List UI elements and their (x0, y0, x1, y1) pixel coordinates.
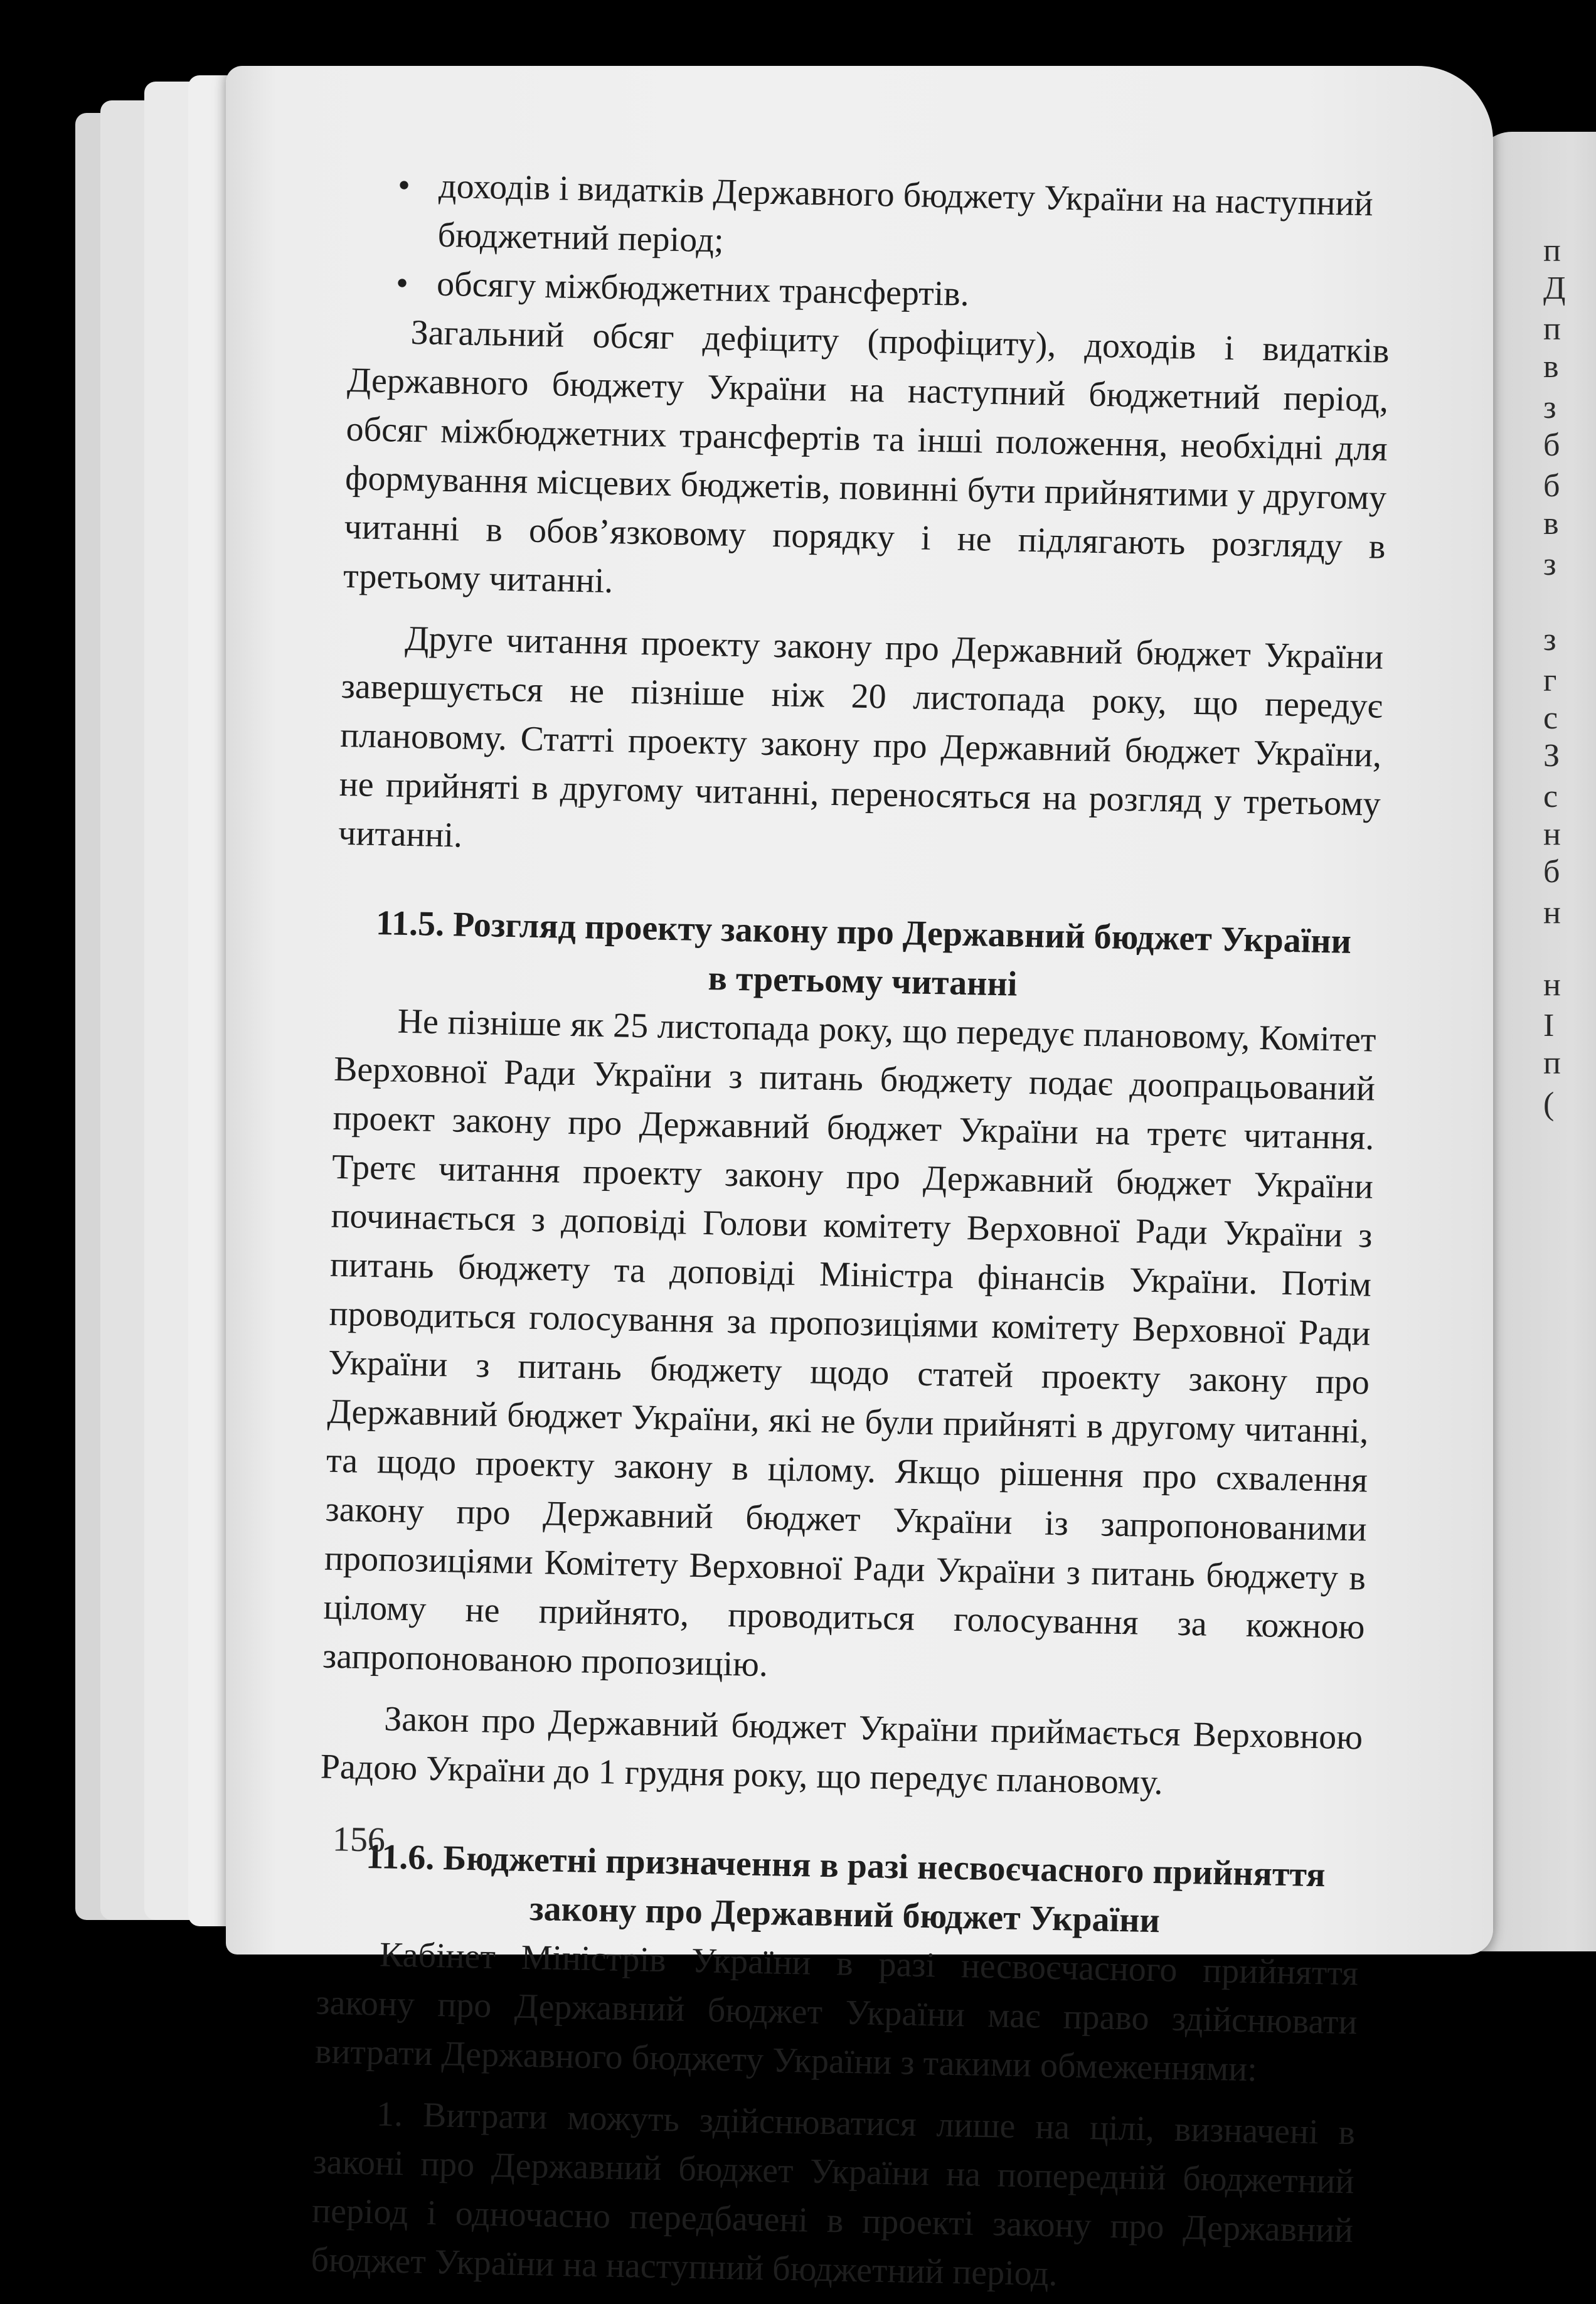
right-page-fragment: в (1543, 349, 1559, 385)
right-page-fragment: в (1543, 506, 1559, 541)
bullet-text: доходів і видатків Державного бюджету України на наступний бюджетний період; (437, 166, 1374, 260)
heading-line: 11.6. Бюджетні призначення в разі несвоєчасного прийняття (365, 1837, 1326, 1895)
right-page-fragment: з (1543, 390, 1556, 425)
right-page-fragment: з (1543, 547, 1556, 582)
paragraph: Кабінет Міністрів України в разі несвоєчасного прийняття закону про Державний бюджет України має право здійснювати витрати Державного бюджету України з такими обмеженнями: (314, 1935, 1359, 2089)
page-number: 156 (332, 1820, 386, 1860)
heading-line: закону про Державний бюджет України (529, 1889, 1161, 1941)
right-page-fragment: б (1543, 854, 1560, 890)
bullet-item (349, 160, 1393, 278)
section-heading-11-5 (335, 898, 1378, 1016)
paragraph: Закон про Державний бюджет України приймається Верховною Радою України до 1 грудня року, що передує плановому. (320, 1699, 1363, 1803)
heading-line: в третьому читанні (708, 959, 1018, 1004)
section-heading-11-6 (317, 1832, 1361, 1949)
right-page-fragment: б (1543, 468, 1560, 504)
paragraph: Загальний обсяг дефіциту (профіциту), доходів і видатків Державного бюджету України на наступний бюджетний період, обсяг міжбюджетних трансфертів та інші положення, необхідні для формування місцевих бюджетів, повинні бути прийнятими у другому читанні в обов’язковому порядку і не підлягають розгляду в третьому читанні. (343, 312, 1390, 601)
paragraph: 1. Витрати можуть здійснюватися лише на цілі, визначені в законі про Державний бюджет України на попередній бюджетний період і одночасно передбачені в проекті закону про Державний бюджет України на наступний бюджетний період. (311, 2094, 1356, 2294)
bullet-dot-icon: • (395, 264, 409, 303)
heading-line: 11.5. Розгляд проекту закону про Державний бюджет України (375, 903, 1352, 961)
right-page-fragment: Д (1543, 270, 1566, 306)
paragraph: Друге читання проекту закону про Державний бюджет України завершується не пізніше ніж 20 листопада року, що передує плановому. Статті проекту закону про Державний бюджет України, не прийняті в другому читанні, переносяться на розгляд у третьому читанні. (338, 619, 1384, 855)
bullet-dot-icon: • (397, 166, 411, 205)
right-page-fragment: ( (1543, 1086, 1555, 1122)
right-page-fragment: г (1543, 663, 1557, 698)
right-page-fragment: п (1543, 311, 1561, 347)
right-page-fragment: п (1543, 233, 1561, 269)
right-page-fragment: б (1543, 427, 1560, 463)
right-page-fragment: с (1543, 700, 1558, 736)
bullet-text: обсягу міжбюджетних трансфертів. (436, 264, 970, 314)
right-page-fragment: п (1543, 1045, 1561, 1081)
right-page-fragment: с (1543, 779, 1558, 814)
right-page-fragment: І (1543, 1008, 1555, 1043)
right-page-fragment: з (1543, 622, 1556, 658)
right-page-fragment: н (1543, 895, 1561, 931)
right-page-fragment: З (1543, 738, 1560, 774)
paragraph: Не пізніше як 25 листопада року, що передує плановому, Комітет Верховної Ради України з питань бюджету подає доопрацьований проект закону про Державний бюджет України на третє читання. Третє читання проекту закону про Державний бюджет України починається з доповіді Голови комітету Верховної Ради України з питань бюджету та доповіді Міністра фінансів України. Потім проводиться голосування за пропозиціями комітету Верховної Ради України з питань бюджету щодо статей проекту закону про Державний бюджет України, які не були прийняті в другому читанні, та щодо проекту закону в цілому. Якщо рішення про схвалення закону про Державний бюджет України із запропонованими пропозиціями Комітету Верховної Ради України з питань бюджету в цілому не прийнято, проводиться голосування за кожною запропонованою пропозицію. (322, 1001, 1376, 1685)
right-page-fragment: н (1543, 967, 1561, 1003)
right-page-fragment: н (1543, 816, 1561, 852)
page-content (311, 160, 1393, 2304)
